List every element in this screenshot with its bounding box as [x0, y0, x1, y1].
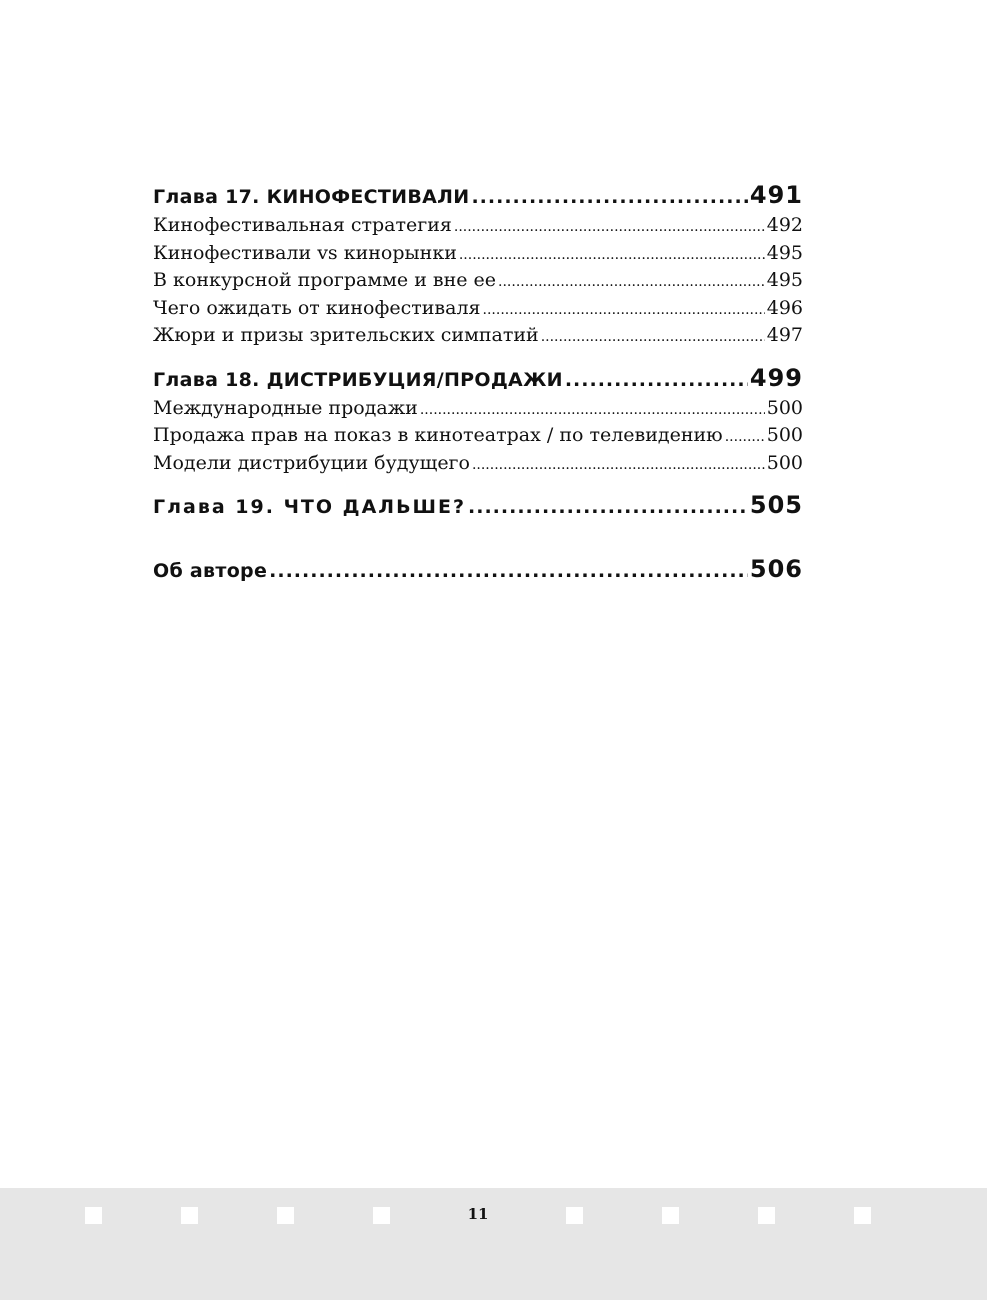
dot-leader	[472, 452, 765, 480]
section-page-number: 495	[766, 241, 803, 264]
square-ornament-icon	[566, 1207, 583, 1224]
toc-section[interactable]	[153, 212, 803, 240]
section-page-number: 497	[766, 324, 803, 346]
toc-chapter-18[interactable]	[153, 361, 803, 395]
page-number: 11	[467, 1205, 489, 1223]
square-ornament-icon	[662, 1207, 679, 1224]
dot-leader	[454, 214, 765, 242]
toc-section[interactable]	[153, 267, 803, 295]
page-footer	[0, 1188, 987, 1300]
section-title: Чего ожидать от кинофестиваля	[153, 296, 481, 319]
dot-leader	[725, 424, 765, 452]
square-ornament-icon	[854, 1207, 871, 1224]
section-title: В конкурсной программе и вне ее	[153, 269, 497, 291]
dot-leader	[541, 324, 765, 352]
chapter-title: Об авторе	[153, 560, 268, 582]
square-ornament-icon	[373, 1207, 390, 1224]
chapter-page-number: 505	[749, 491, 803, 519]
chapter-title: Глава 17. КИНОФЕСТИВАЛИ	[153, 186, 470, 208]
square-ornament-icon	[181, 1207, 198, 1224]
chapter-page-number: 499	[749, 363, 803, 392]
toc-section[interactable]	[153, 422, 803, 450]
dot-leader	[483, 297, 765, 325]
dot-leader	[420, 397, 765, 425]
toc-section[interactable]	[153, 322, 803, 350]
chapter-page-number: 506	[749, 555, 803, 583]
dot-leader	[471, 180, 747, 214]
square-ornament-icon	[758, 1207, 775, 1224]
spacer	[153, 522, 803, 552]
chapter-title: Глава 19. ЧТО ДАЛЬШЕ?	[153, 496, 467, 518]
toc-about-author[interactable]	[153, 552, 803, 586]
dot-leader	[498, 269, 765, 297]
toc-section[interactable]	[153, 450, 803, 478]
square-ornament-icon	[85, 1207, 102, 1224]
section-title: Кинофестивали vs кинорынки	[153, 241, 457, 264]
section-page-number: 492	[766, 214, 803, 236]
section-page-number: 500	[766, 451, 803, 474]
section-title: Международные продажи	[153, 396, 418, 419]
chapter-page-number: 491	[749, 181, 803, 209]
toc-section[interactable]	[153, 240, 803, 268]
dot-leader	[269, 554, 748, 588]
section-page-number: 500	[766, 396, 803, 419]
section-title: Модели дистрибуции будущего	[153, 451, 470, 474]
toc-chapter-19[interactable]	[153, 488, 803, 522]
toc-chapter-17[interactable]	[153, 178, 803, 212]
square-ornament-icon	[277, 1207, 294, 1224]
dot-leader	[459, 242, 765, 270]
dot-leader	[565, 363, 748, 397]
section-title: Кинофестивальная стратегия	[153, 214, 452, 236]
section-page-number: 495	[766, 269, 803, 291]
dot-leader	[468, 490, 748, 524]
section-page-number: 496	[766, 296, 803, 319]
section-title: Жюри и призы зрительских симпатий	[153, 324, 539, 346]
chapter-title: Глава 18. ДИСТРИБУЦИЯ/ПРОДАЖИ	[153, 368, 563, 391]
section-page-number: 500	[766, 424, 803, 446]
table-of-contents	[153, 178, 803, 586]
toc-section[interactable]	[153, 295, 803, 323]
toc-section[interactable]	[153, 395, 803, 423]
section-title: Продажа прав на показ в кинотеатрах / по телевидению	[153, 424, 723, 446]
